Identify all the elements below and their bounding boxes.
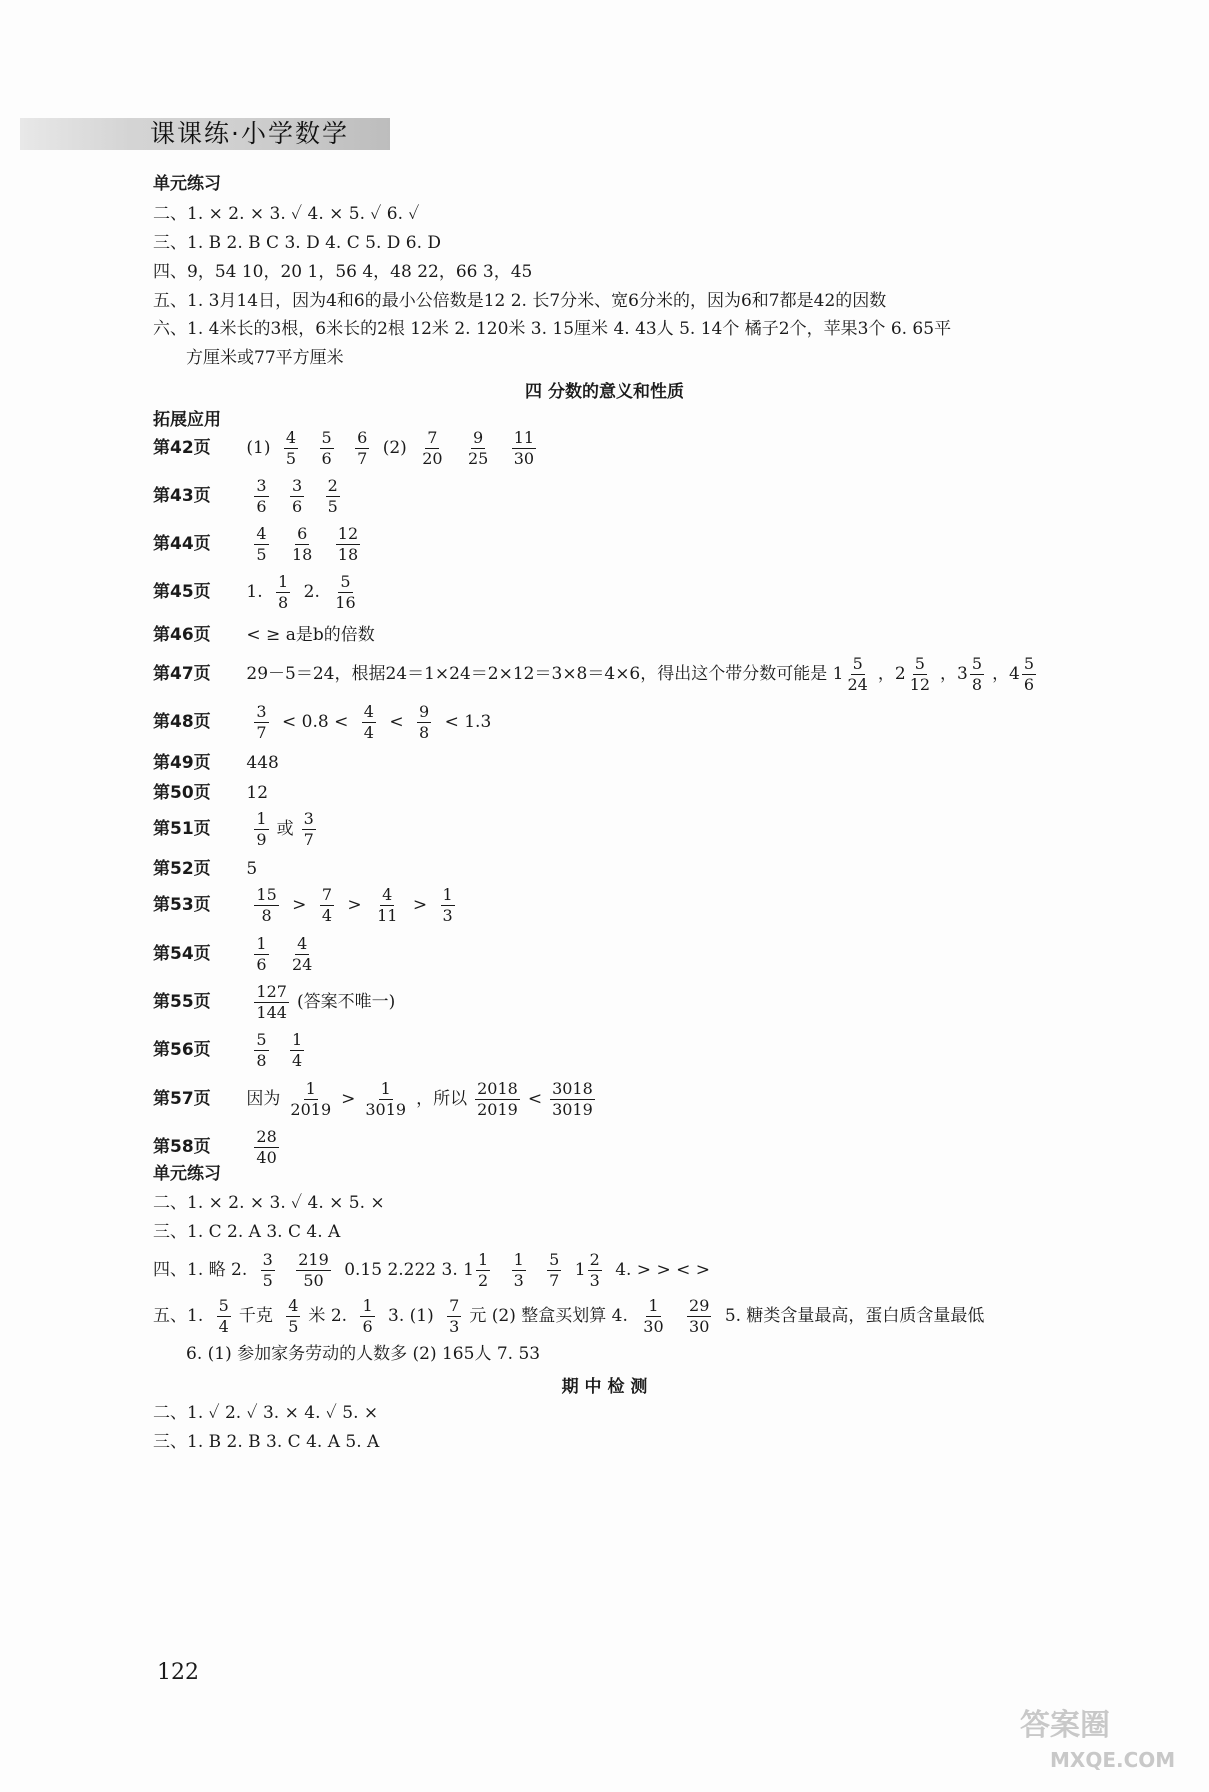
- whole-number: ，2: [877, 664, 906, 684]
- page-label: 第45页: [153, 582, 211, 602]
- fraction: $\frac{9}{8}$: [419, 702, 430, 742]
- fraction: $\frac{3018}{3019}$: [552, 1079, 593, 1119]
- section1-line: 六、1. 4米长的3根，6米长的2根 12米 2. 120米 3. 15厘米 4. 43人 5. 14个 橘子2个，苹果3个 6. 65平: [153, 319, 952, 339]
- answer-text: >: [292, 895, 307, 915]
- fraction: $\frac{1}{30}$: [643, 1296, 664, 1336]
- answer-row-p56: [153, 1030, 312, 1071]
- page-label: 第53页: [153, 895, 211, 915]
- answer-row-p54: [153, 934, 322, 975]
- answer-row-p44: [153, 524, 368, 565]
- fraction: $\frac{1}{3019}$: [365, 1079, 407, 1119]
- answer-row-p49: [153, 751, 279, 775]
- fraction: $\frac{1}{2019}$: [290, 1079, 332, 1119]
- fraction: $\frac{5}{8}$: [971, 654, 983, 694]
- answer-row-p48: [153, 702, 491, 743]
- fraction: $\frac{3}{5}$: [262, 1250, 273, 1290]
- section1-line: 四、9，54 10，20 1，56 4，48 22，66 3，45: [153, 262, 533, 282]
- fraction: $\frac{11}{30}$: [513, 428, 535, 468]
- answer-text: (1): [246, 438, 271, 458]
- fraction: $\frac{15}{8}$: [256, 885, 277, 925]
- answer-row-p53: [153, 885, 463, 926]
- page-number: 122: [157, 1660, 199, 1685]
- answer-text: >: [341, 1089, 356, 1109]
- answer-text: 0.15 2.222 3. 1: [344, 1260, 474, 1280]
- section2-heading: 单元练习: [153, 1164, 221, 1184]
- answer-text: >: [347, 895, 362, 915]
- fraction: $\frac{5}{7}$: [549, 1250, 560, 1290]
- midterm-title: 期 中 检 测: [561, 1377, 648, 1397]
- header-title: 课课练·小学数学: [150, 119, 349, 148]
- watermark-url: MXQE.COM: [1050, 1748, 1176, 1772]
- answer-row-p50: [153, 781, 268, 805]
- answer-row-p45: [153, 572, 366, 613]
- section1-line: 五、1. 3月14日，因为4和6的最小公倍数是12 2. 长7分米、宽6分米的，因为6和7都是42的因数: [153, 291, 887, 311]
- fraction: $\frac{4}{4}$: [363, 702, 374, 742]
- fraction: $\frac{4}{5}$: [285, 428, 297, 468]
- section2-line: 6. (1) 参加家务劳动的人数多 (2) 165人 7. 53: [186, 1344, 541, 1364]
- fraction: $\frac{5}{12}$: [909, 654, 931, 694]
- answer-text: 448: [246, 753, 279, 773]
- answer-text: >: [412, 895, 428, 915]
- fraction: $\frac{4}{5}$: [288, 1296, 299, 1336]
- page-label: 第43页: [153, 486, 211, 506]
- answer-text: 四、1. 略 2.: [153, 1260, 248, 1280]
- page-label: 第54页: [153, 944, 211, 964]
- fraction: $\frac{6}{18}$: [292, 524, 313, 564]
- fraction: $\frac{9}{25}$: [467, 428, 489, 468]
- fraction: $\frac{2}{3}$: [589, 1250, 600, 1290]
- answer-text: 4. > > < >: [615, 1260, 710, 1280]
- page-label: 第42页: [153, 438, 211, 458]
- section2-line: [153, 1296, 984, 1337]
- whole-number: 1: [832, 664, 844, 684]
- fraction: $\frac{1}{3}$: [442, 885, 453, 925]
- page-label: 第44页: [153, 534, 211, 554]
- answer-text: 米 2.: [308, 1306, 348, 1326]
- answer-text: (答案不唯一): [296, 992, 396, 1012]
- answer-text: 1.: [246, 582, 263, 602]
- fraction: $\frac{4}{24}$: [292, 934, 313, 974]
- section1-line: 三、1. B 2. B C 3. D 4. C 5. D 6. D: [153, 233, 442, 253]
- answer-row-p47: [153, 654, 1044, 695]
- answer-text: 29－5＝24，根据24＝1×24＝2×12＝3×8＝4×6，得出这个带分数可能是: [246, 664, 828, 684]
- fraction: $\frac{1}{3}$: [513, 1250, 524, 1290]
- answer-text: 五、1.: [153, 1306, 204, 1326]
- fraction: $\frac{7}{20}$: [422, 428, 443, 468]
- answer-row-p46: [153, 623, 375, 647]
- answer-row-p51: [153, 809, 324, 850]
- fraction: $\frac{5}{24}$: [847, 654, 868, 694]
- fraction: $\frac{1}{6}$: [256, 934, 267, 974]
- fraction: $\frac{3}{7}$: [303, 809, 314, 849]
- answer-text: 千克: [238, 1306, 273, 1326]
- answer-text: 5. 糖类含量最高，蛋白质含量最低: [724, 1306, 985, 1326]
- answer-text: ，所以: [416, 1089, 468, 1109]
- answer-text: < ≥ a是b的倍数: [246, 625, 375, 645]
- fraction: $\frac{28}{40}$: [256, 1127, 277, 1167]
- page-label: 第48页: [153, 712, 211, 732]
- answer-row-p43: [153, 476, 348, 517]
- fraction: $\frac{3}{6}$: [256, 476, 267, 516]
- answer-text: 5: [246, 859, 258, 879]
- answer-text: (2): [382, 438, 407, 458]
- fraction: $\frac{1}{4}$: [292, 1030, 303, 1070]
- whole-number: ，3: [940, 664, 968, 684]
- answer-row-p42: [153, 428, 544, 469]
- page-label: 第58页: [153, 1137, 211, 1157]
- page-label: 第55页: [153, 992, 211, 1012]
- fraction: $\frac{7}{4}$: [321, 885, 333, 925]
- page-label: 第52页: [153, 859, 211, 879]
- fraction: $\frac{5}{8}$: [256, 1030, 267, 1070]
- fraction: $\frac{219}{50}$: [298, 1250, 329, 1290]
- whole-number: 1: [574, 1260, 586, 1280]
- answer-text: < 0.8 <: [282, 712, 349, 732]
- fraction: $\frac{3}{7}$: [256, 702, 267, 742]
- fraction: $\frac{4}{5}$: [256, 524, 267, 564]
- fraction: $\frac{29}{30}$: [689, 1296, 710, 1336]
- chapter-title: 四 分数的意义和性质: [525, 382, 684, 402]
- fraction: $\frac{5}{6}$: [321, 428, 332, 468]
- fraction: $\frac{12}{18}$: [337, 524, 359, 564]
- fraction: $\frac{1}{8}$: [278, 572, 289, 612]
- section1-line: 方厘米或77平方厘米: [186, 348, 344, 368]
- watermark-logo: 答案圈: [1020, 1708, 1110, 1743]
- fraction: $\frac{7}{3}$: [449, 1296, 460, 1336]
- fraction: $\frac{5}{6}$: [1023, 654, 1035, 694]
- midterm-line: 三、1. B 2. B 3. C 4. A 5. A: [153, 1432, 380, 1452]
- tuozhan-heading: 拓展应用: [153, 410, 221, 430]
- section2-line: 二、1. × 2. × 3. ✓ 4. × 5. ×: [153, 1193, 385, 1213]
- fraction: $\frac{6}{7}$: [357, 428, 368, 468]
- fraction: $\frac{3}{6}$: [292, 476, 303, 516]
- answer-text: 因为: [246, 1089, 281, 1109]
- fraction: $\frac{127}{144}$: [256, 982, 287, 1022]
- section2-line: [153, 1250, 710, 1291]
- midterm-line: 二、1. ✓ 2. ✓ 3. × 4. ✓ 5. ×: [153, 1403, 379, 1423]
- answer-text: 或: [276, 819, 294, 839]
- answer-text: 2.: [303, 582, 320, 602]
- page-label: 第50页: [153, 783, 211, 803]
- fraction: $\frac{1}{9}$: [256, 809, 267, 849]
- whole-number: ，4: [992, 664, 1020, 684]
- page-label: 第56页: [153, 1040, 211, 1060]
- page-label: 第46页: [153, 625, 211, 645]
- answer-row-p52: [153, 857, 257, 881]
- answer-text: 12: [246, 783, 269, 803]
- page-label: 第51页: [153, 819, 211, 839]
- answer-text: <: [389, 712, 404, 732]
- answer-text: 3. (1): [388, 1306, 434, 1326]
- answer-text: <: [527, 1089, 543, 1109]
- fraction: $\frac{5}{4}$: [218, 1296, 229, 1336]
- fraction: $\frac{2}{5}$: [327, 476, 338, 516]
- answer-text: < 1.3: [444, 712, 492, 732]
- page-label: 第47页: [153, 664, 211, 684]
- answer-row-p57: [153, 1079, 603, 1120]
- page-label: 第49页: [153, 753, 211, 773]
- fraction: $\frac{1}{6}$: [362, 1296, 373, 1336]
- answer-text: 元 (2) 整盒买划算 4.: [469, 1306, 628, 1326]
- fraction: $\frac{4}{11}$: [377, 885, 398, 925]
- section2-line: 三、1. C 2. A 3. C 4. A: [153, 1222, 341, 1242]
- fraction: $\frac{2018}{2019}$: [477, 1079, 518, 1119]
- page-label: 第57页: [153, 1089, 211, 1109]
- section1-heading: 单元练习: [153, 174, 221, 194]
- header-banner: [20, 118, 390, 150]
- section1-line: 二、1. × 2. × 3. ✓ 4. × 5. ✓ 6. ✓: [153, 204, 420, 224]
- fraction: $\frac{1}{2}$: [477, 1250, 489, 1290]
- fraction: $\frac{5}{16}$: [335, 572, 356, 612]
- answer-row-p55: [153, 982, 395, 1023]
